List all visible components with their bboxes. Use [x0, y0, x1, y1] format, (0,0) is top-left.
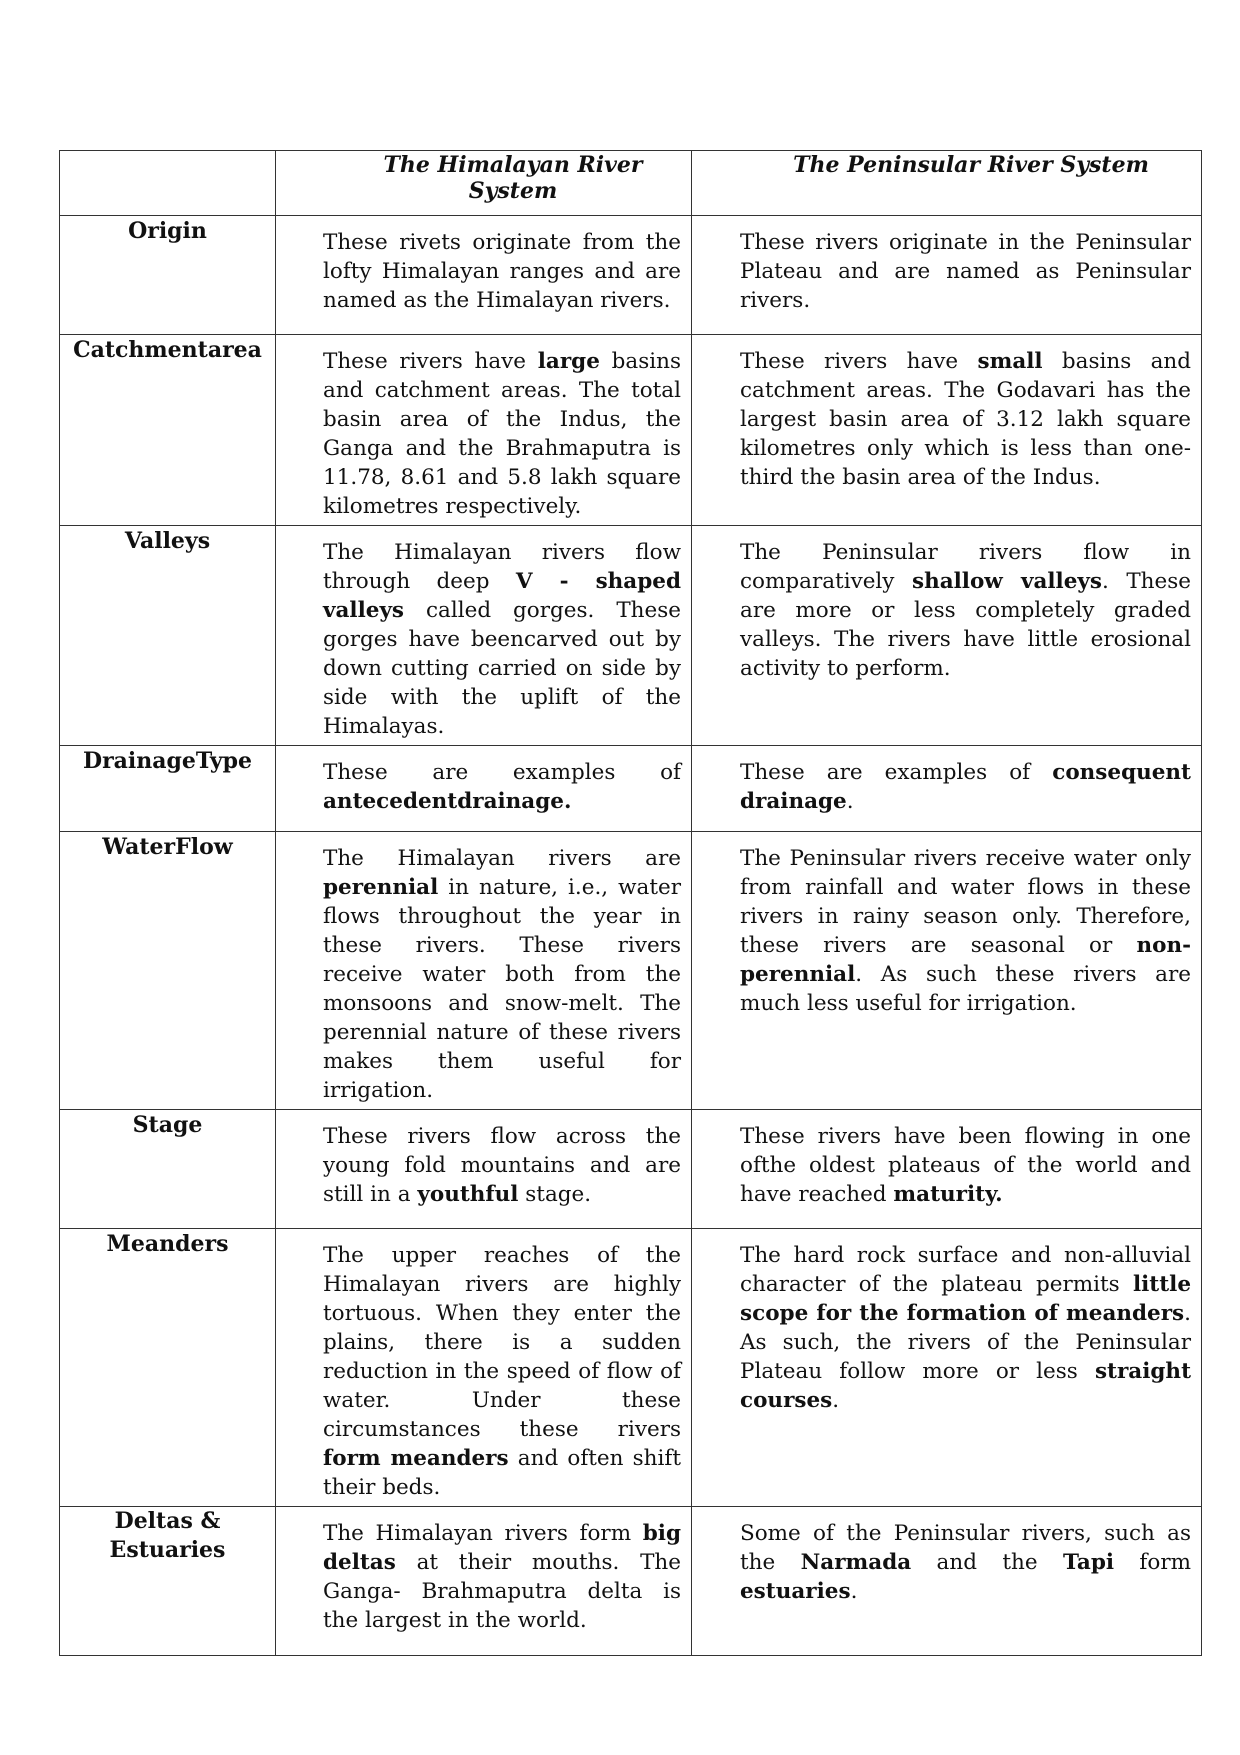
text-run: These rivers flow across the young fold mountains and are still in a — [323, 1124, 681, 1207]
himalayan-cell — [276, 335, 692, 526]
peninsular-cell — [692, 216, 1202, 335]
peninsular-cell — [692, 335, 1202, 526]
row-label: Valleys — [60, 526, 276, 746]
peninsular-cell — [692, 526, 1202, 746]
text-run: The Himalayan rivers form — [323, 1521, 643, 1546]
himalayan-cell — [276, 1110, 692, 1229]
text-run: . — [832, 1388, 840, 1413]
text-run: The Himalayan rivers flow through deep — [323, 540, 681, 594]
bold-text-run: maturity. — [893, 1182, 1003, 1207]
header-himalayan: The Himalayan River System — [276, 151, 692, 216]
text-run: These rivers have — [740, 349, 978, 374]
text-run: . — [850, 1579, 858, 1604]
bold-text-run: antecedentdrainage. — [323, 789, 572, 814]
row-label: Meanders — [60, 1229, 276, 1507]
table-row — [60, 746, 1202, 832]
header-peninsular: The Peninsular River System — [692, 151, 1202, 216]
header-empty-cell — [60, 151, 276, 216]
text-run: and often shift their beds. — [323, 1446, 681, 1500]
text-run: These are examples of — [323, 760, 681, 785]
himalayan-cell — [276, 216, 692, 335]
bold-text-run: consequent drainage — [740, 760, 1191, 814]
text-run: . These are more or less completely graded valleys. The rivers have little erosional activity to perform. — [740, 569, 1191, 681]
bold-text-run: little scope for the formation of meanders — [740, 1272, 1191, 1326]
text-run: These rivers have — [323, 349, 538, 374]
text-run: basins and catchment areas. The total basin area of the Indus, the Ganga and the Brahmaputra is 11.78, 8.61 and 5.8 lakh square kilometres respectively. — [323, 349, 681, 519]
table-row — [60, 832, 1202, 1110]
text-run: . As such these rivers are much less useful for irrigation. — [740, 962, 1191, 1016]
bold-text-run: large — [537, 349, 600, 374]
text-run: The hard rock surface and non-alluvial character of the plateau permits — [740, 1243, 1191, 1297]
text-run: and the — [911, 1550, 1063, 1575]
row-label: Origin — [60, 216, 276, 335]
himalayan-cell — [276, 832, 692, 1110]
peninsular-cell — [692, 746, 1202, 832]
row-label: Catchmentarea — [60, 335, 276, 526]
text-run: The upper reaches of the Himalayan rivers are highly tortuous. When they enter the plains, there is a sudden reduction in the speed of flow of water. Under these circumstances these rivers — [323, 1243, 681, 1442]
bold-text-run: Narmada — [800, 1550, 912, 1575]
text-run: basins and catchment areas. The Godavari has the largest basin area of 3.12 lakh square kilometres only which is less than one-third the basin area of the Indus. — [740, 349, 1192, 490]
row-label: DrainageType — [60, 746, 276, 832]
peninsular-cell — [692, 1229, 1202, 1507]
table-row — [60, 526, 1202, 746]
text-run: These rivers originate in the Peninsular Plateau and are named as Peninsular rivers. — [740, 230, 1191, 313]
comparison-table — [59, 150, 1202, 1656]
peninsular-cell — [692, 832, 1202, 1110]
table-row — [60, 216, 1202, 335]
text-run: The Himalayan rivers are — [323, 846, 681, 871]
bold-text-run: small — [977, 349, 1043, 374]
text-run: Some of the Peninsular rivers, such as the — [740, 1521, 1191, 1575]
text-run: called gorges. These gorges have beencarved out by down cutting carried on side by side with the uplift of the Himalayas. — [323, 598, 681, 739]
text-run: The Peninsular rivers receive water only from rainfall and water flows in these rivers in rainy season only. Therefore, these rivers are seasonal or — [740, 846, 1191, 958]
bold-text-run: big deltas — [323, 1521, 681, 1575]
bold-text-run: perennial — [323, 875, 439, 900]
text-run: The Peninsular rivers flow in comparatively — [740, 540, 1191, 594]
row-label: WaterFlow — [60, 832, 276, 1110]
text-run: at their mouths. The Ganga- Brahmaputra delta is the largest in the world. — [323, 1550, 681, 1633]
peninsular-cell — [692, 1507, 1202, 1656]
himalayan-cell — [276, 526, 692, 746]
himalayan-cell — [276, 1507, 692, 1656]
text-run: . As such, the rivers of the Peninsular Plateau follow more or less — [740, 1301, 1191, 1384]
himalayan-cell — [276, 1229, 692, 1507]
table-row — [60, 1229, 1202, 1507]
header-row — [60, 151, 1202, 216]
table-row — [60, 1110, 1202, 1229]
himalayan-cell — [276, 746, 692, 832]
text-run: These rivers have been flowing in one ofthe oldest plateaus of the world and have reached — [740, 1124, 1191, 1207]
bold-text-run: Tapi — [1062, 1550, 1115, 1575]
text-run: in nature, i.e., water flows throughout the year in these rivers. These rivers receive water both from the monsoons and snow-melt. The perennial nature of these rivers makes them useful for irrigation. — [323, 875, 681, 1103]
text-run: These are examples of — [740, 760, 1053, 785]
text-run: These rivets originate from the lofty Himalayan ranges and are named as the Himalayan rivers. — [323, 230, 681, 313]
table-row — [60, 1507, 1202, 1656]
text-run: . — [846, 789, 854, 814]
bold-text-run: youthful — [417, 1182, 519, 1207]
bold-text-run: form meanders — [323, 1446, 509, 1471]
row-label: Stage — [60, 1110, 276, 1229]
bold-text-run: V - shaped valleys — [323, 569, 681, 623]
row-label: Deltas & Estuaries — [60, 1507, 276, 1656]
table-row — [60, 335, 1202, 526]
peninsular-cell — [692, 1110, 1202, 1229]
text-run: form — [1114, 1550, 1191, 1575]
text-run: stage. — [518, 1182, 592, 1207]
bold-text-run: non-perennial — [740, 933, 1191, 987]
bold-text-run: straight courses — [740, 1359, 1191, 1413]
bold-text-run: shallow valleys — [911, 569, 1102, 594]
bold-text-run: estuaries — [740, 1579, 851, 1604]
